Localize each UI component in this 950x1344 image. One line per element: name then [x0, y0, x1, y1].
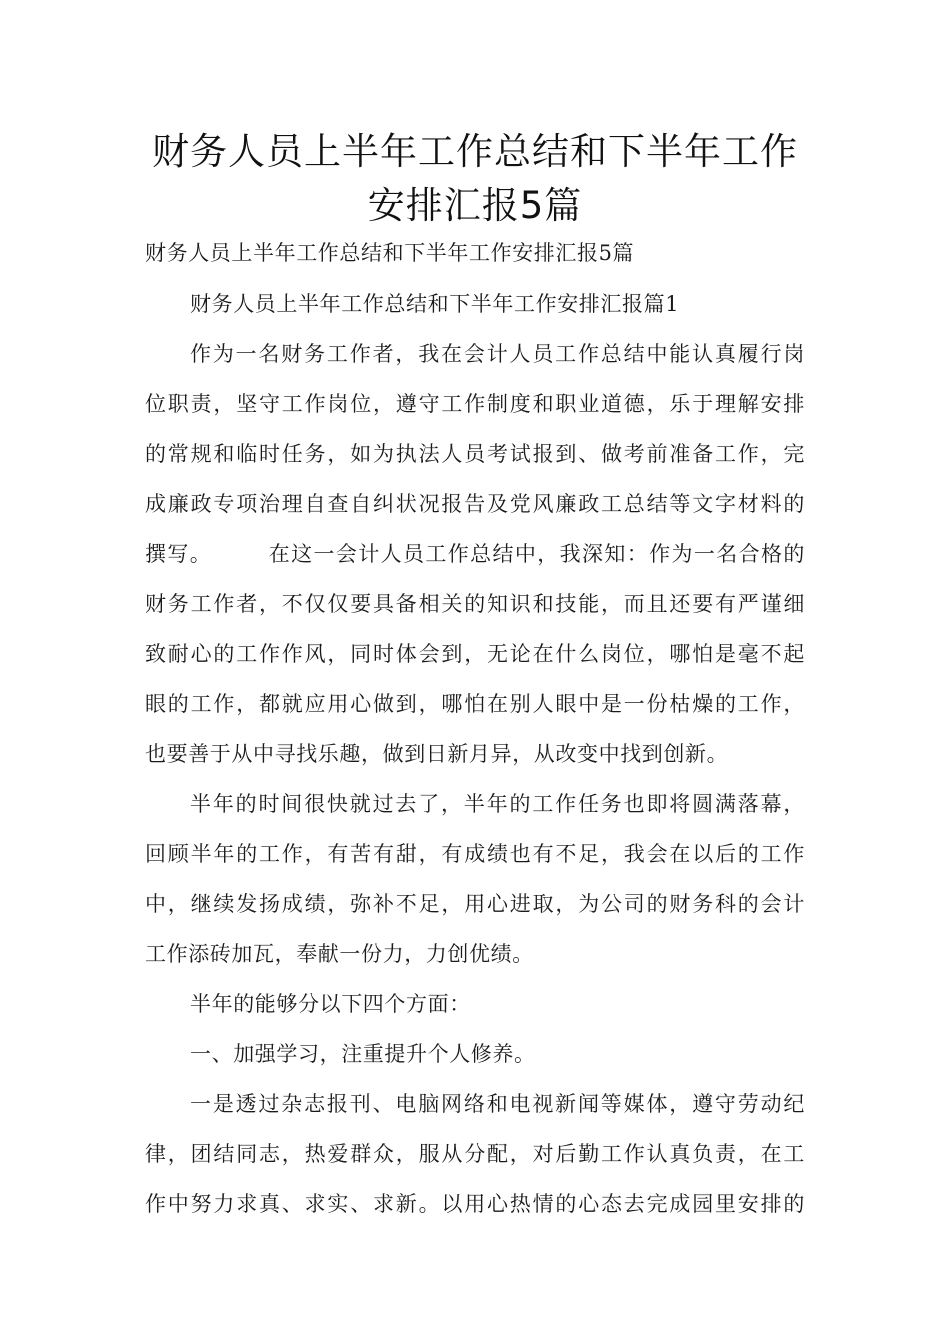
- paragraph-5-line: 作中努力求真、求实、求新。以用心热情的心态去完成园里安排的: [145, 1192, 805, 1216]
- document-title-line-1: 财务人员上半年工作总结和下半年工作: [152, 130, 798, 173]
- paragraph-2-line: 回顾半年的工作，有苦有甜，有成绩也有不足，我会在以后的工作: [145, 842, 805, 866]
- paragraph-1-line: 眼的工作，都就应用心做到，哪怕在别人眼中是一份枯燥的工作，: [145, 692, 805, 716]
- paragraph-4-heading: 一、加强学习，注重提升个人修养。: [190, 1042, 536, 1066]
- paragraph-1-line: 成廉政专项治理自查自纠状况报告及党风廉政工总结等文字材料的: [145, 492, 805, 516]
- paragraph-1-line: 位职责，坚守工作岗位，遵守工作制度和职业道德，乐于理解安排: [145, 392, 805, 416]
- paragraph-1-line: 也要善于从中寻找乐趣，做到日新月异，从改变中找到创新。: [145, 742, 729, 766]
- paragraph-1-line: 致耐心的工作作风，同时体会到，无论在什么岗位，哪怕是毫不起: [145, 642, 805, 666]
- paragraph-2-line: 中，继续发扬成绩，弥补不足，用心进取，为公司的财务科的会计: [145, 892, 805, 916]
- paragraph-1-line: 财务工作者，不仅仅要具备相关的知识和技能，而且还要有严谨细: [145, 592, 805, 616]
- paragraph-1-line: 作为一名财务工作者，我在会计人员工作总结中能认真履行岗: [190, 342, 805, 366]
- paragraph-5-line: 一是透过杂志报刊、电脑网络和电视新闻等媒体，遵守劳动纪: [190, 1092, 805, 1116]
- paragraph-1-line: 撰写。 在这一会计人员工作总结中，我深知：作为一名合格的: [145, 542, 805, 566]
- paragraph-2-line: 工作添砖加瓦，奉献一份力，力创优绩。: [145, 942, 534, 966]
- paragraph-5-line: 律，团结同志，热爱群众，服从分配，对后勤工作认真负责，在工: [145, 1142, 805, 1166]
- section-heading: 财务人员上半年工作总结和下半年工作安排汇报篇1: [190, 292, 680, 316]
- paragraph-1-line: 的常规和临时任务，如为执法人员考试报到、做考前准备工作，完: [145, 442, 805, 466]
- paragraph-2-line: 半年的时间很快就过去了，半年的工作任务也即将圆满落幕，: [190, 792, 805, 816]
- document-title-line-2: 安排汇报5篇: [367, 184, 583, 227]
- paragraph-3: 半年的能够分以下四个方面：: [190, 992, 471, 1016]
- document-subtitle: 财务人员上半年工作总结和下半年工作安排汇报5篇: [145, 241, 635, 265]
